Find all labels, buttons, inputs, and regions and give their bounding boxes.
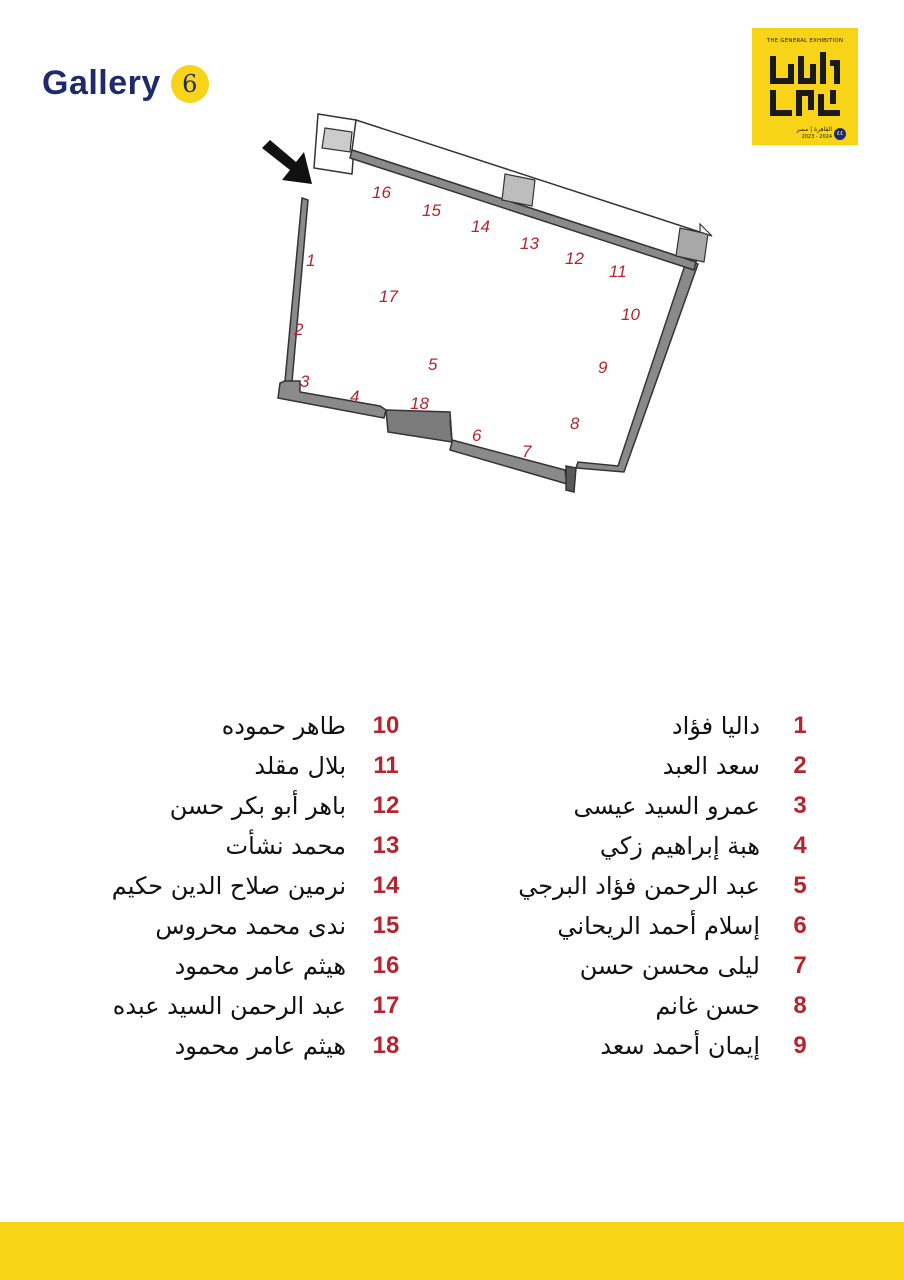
artist-number: 18	[372, 1032, 400, 1059]
logo-edition-badge: ٤٤	[834, 128, 846, 140]
artist-number: 15	[372, 912, 400, 939]
artist-name: باهر أبو بكر حسن	[169, 792, 346, 820]
artist-number: 6	[793, 912, 807, 939]
artist-name: هبة إبراهيم زكي	[599, 832, 760, 860]
artist-name: ندى محمد محروس	[155, 912, 346, 940]
artist-list-item	[113, 986, 406, 1026]
artist-number: 2	[793, 752, 807, 779]
artist-name: داليا فؤاد	[671, 712, 760, 740]
floor-plan-walls	[278, 114, 712, 492]
artist-list-item	[580, 946, 820, 986]
artist-name: عمرو السيد عيسى	[573, 792, 760, 820]
artist-name: سعد العبد	[662, 752, 760, 780]
plan-label: 2	[294, 320, 304, 339]
artist-number: 1	[793, 712, 807, 739]
artist-list-item	[655, 986, 820, 1026]
logo-years-text: 2023 - 2024	[801, 134, 832, 140]
artist-number: 12	[372, 792, 400, 819]
plan-label: 6	[472, 426, 482, 445]
gallery-number-badge: 6	[171, 65, 209, 103]
artist-name: بلال مقلد	[254, 752, 346, 780]
plan-label: 3	[300, 372, 310, 391]
artist-name: حسن غانم	[655, 992, 760, 1020]
artist-number: 13	[372, 832, 400, 859]
entrance-arrow-icon	[262, 140, 312, 184]
artist-list-item	[600, 1026, 820, 1066]
artist-name: إسلام أحمد الريحاني	[557, 912, 760, 940]
plan-label: 10	[621, 305, 640, 324]
plan-label: 11	[609, 262, 627, 281]
plan-label: 7	[522, 442, 532, 461]
artist-list-item	[175, 946, 406, 986]
artist-name: إيمان أحمد سعد	[600, 1032, 760, 1060]
plan-label: 15	[422, 201, 441, 220]
artist-number: 16	[372, 952, 400, 979]
logo-city-text: القاهرة | مصر	[796, 126, 832, 133]
plan-label: 18	[410, 394, 429, 413]
footer-bar	[0, 1222, 904, 1280]
artist-list-item	[175, 1026, 406, 1066]
plan-label: 8	[570, 414, 580, 433]
artist-list-item	[254, 746, 406, 786]
artist-name: محمد نشأت	[225, 832, 346, 860]
artist-list-item	[170, 786, 406, 826]
artist-list-item	[518, 866, 820, 906]
artist-name: عبد الرحمن السيد عبده	[112, 992, 346, 1020]
artist-list-item	[600, 826, 820, 866]
artist-list-item	[222, 706, 406, 746]
artist-list-item	[663, 746, 820, 786]
artist-list-item	[672, 706, 820, 746]
artist-number: 14	[372, 872, 400, 899]
plan-label: 5	[428, 355, 438, 374]
gallery-floor-plan	[0, 0, 904, 520]
artist-name: نرمين صلاح الدين حكيم	[111, 872, 346, 900]
artist-list-item	[155, 906, 406, 946]
gallery-title-text: Gallery	[42, 64, 161, 102]
artist-name: هيثم عامر محمود	[174, 952, 346, 980]
artist-name: هيثم عامر محمود	[174, 1032, 346, 1060]
plan-label: 9	[598, 358, 608, 377]
logo-top-text: THE GENERAL EXHIBITION	[766, 38, 844, 44]
plan-label: 4	[350, 387, 360, 406]
artist-name: ليلى محسن حسن	[579, 952, 760, 980]
artist-list-item	[557, 906, 820, 946]
artist-list-item	[574, 786, 821, 826]
artist-number: 9	[793, 1032, 807, 1059]
artist-number: 11	[373, 752, 399, 779]
artist-number: 17	[372, 992, 400, 1019]
plan-label: 12	[565, 249, 584, 268]
artist-list-item	[226, 826, 406, 866]
artist-name: عبد الرحمن فؤاد البرجي	[518, 872, 760, 900]
artist-number: 5	[793, 872, 807, 899]
plan-label: 14	[471, 217, 490, 236]
artist-name: طاهر حموده	[221, 712, 346, 740]
plan-label: 16	[372, 183, 391, 202]
artist-number: 7	[793, 952, 807, 979]
plan-label: 17	[379, 287, 398, 306]
artist-number: 10	[372, 712, 400, 739]
artist-number: 4	[793, 832, 807, 859]
artist-number: 8	[793, 992, 807, 1019]
plan-label: 1	[306, 251, 316, 270]
artist-number: 3	[793, 792, 807, 819]
artist-list-item	[112, 866, 406, 906]
plan-label: 13	[520, 234, 539, 253]
